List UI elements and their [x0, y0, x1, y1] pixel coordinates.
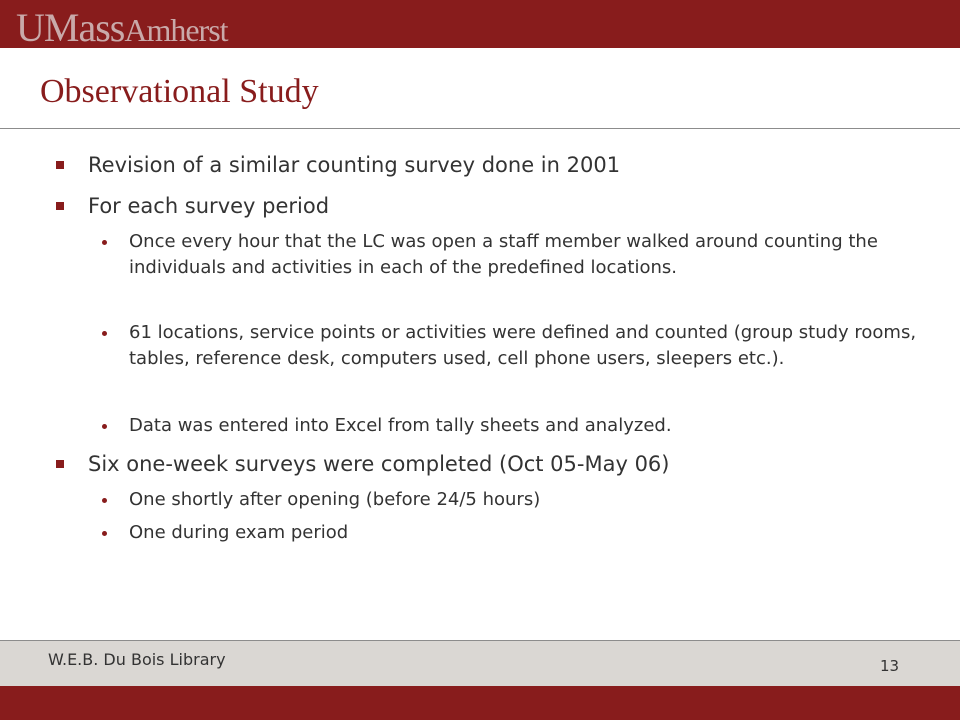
bullet-2-text: For each survey period — [88, 194, 330, 218]
sub-bullet-4 — [129, 487, 919, 513]
sub-bullet-2 — [129, 320, 919, 372]
title-divider — [0, 128, 960, 129]
dot-bullet-icon — [102, 331, 107, 336]
sub-bullet-3-text: Data was entered into Excel from tally sheets and analyzed. — [129, 415, 672, 436]
square-bullet-icon — [56, 202, 64, 210]
bullet-3 — [88, 450, 928, 478]
footer-library-name: W.E.B. Du Bois Library — [48, 650, 226, 669]
bullet-1 — [88, 151, 928, 179]
header-bar — [0, 0, 960, 48]
sub-bullet-1 — [129, 229, 919, 281]
bullet-1-text: Revision of a similar counting survey done in 2001 — [88, 153, 621, 177]
umass-amherst-logo — [16, 6, 228, 52]
sub-bullet-3 — [129, 413, 919, 439]
sub-bullet-2-text: 61 locations, service points or activities were defined and counted (group study rooms, tables, reference desk, computers used, cell phone users, sleepers etc.). — [129, 322, 917, 369]
square-bullet-icon — [56, 161, 64, 169]
logo-umass: UMass — [16, 5, 125, 50]
bullet-2 — [88, 192, 928, 220]
sub-bullet-4-text: One shortly after opening (before 24/5 hours) — [129, 489, 541, 510]
dot-bullet-icon — [102, 498, 107, 503]
square-bullet-icon — [56, 460, 64, 468]
bullet-3-text: Six one-week surveys were completed (Oct 05-May 06) — [88, 452, 670, 476]
dot-bullet-icon — [102, 240, 107, 245]
bottom-bar — [0, 686, 960, 720]
sub-bullet-5-text: One during exam period — [129, 522, 349, 543]
dot-bullet-icon — [102, 424, 107, 429]
slide-title: Observational Study — [40, 73, 319, 110]
logo-amherst: Amherst — [124, 12, 228, 48]
dot-bullet-icon — [102, 531, 107, 536]
sub-bullet-1-text: Once every hour that the LC was open a staff member walked around counting the individuals and activities in each of the predefined locations. — [129, 231, 878, 278]
sub-bullet-5 — [129, 520, 919, 546]
slide-number: 13 — [880, 657, 900, 675]
